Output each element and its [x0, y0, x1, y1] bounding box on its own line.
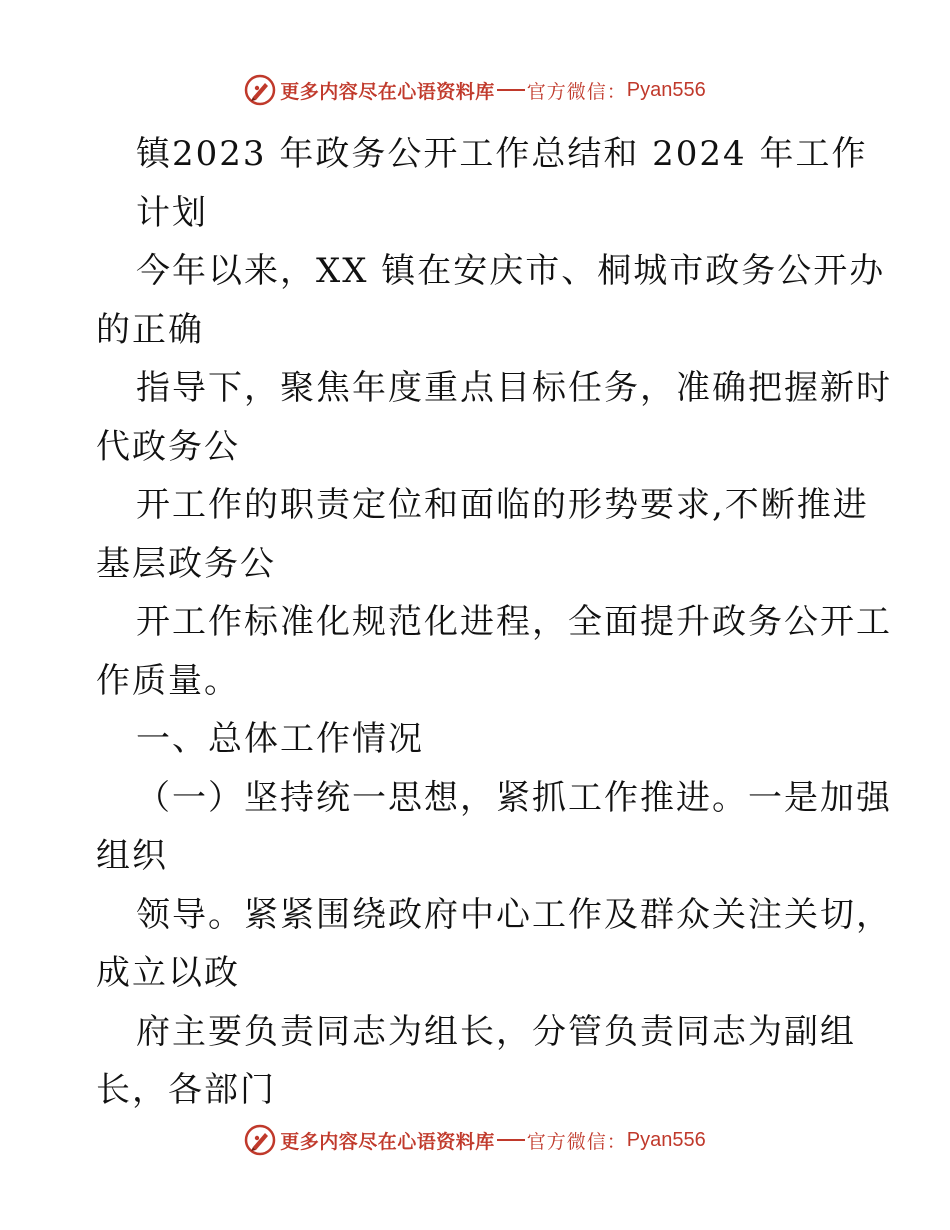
banner-dash: [497, 89, 525, 91]
paragraph-line: 基层政务公: [96, 543, 276, 584]
pen-logo-icon: [244, 1124, 276, 1156]
banner-wechat-id: Pyan556: [626, 78, 706, 101]
paragraph-line: 今年以来，XX 镇在安庆市、桐城市政务公开办: [136, 251, 886, 291]
document-title-line: 镇2023 年政务公开工作总结和 2024 年工作: [136, 134, 868, 174]
banner-sub-text: 官方微信：: [526, 80, 627, 103]
paragraph-line: 代政务公: [96, 426, 240, 467]
header-banner: [0, 72, 950, 108]
paragraph-line: 成立以政: [96, 953, 240, 993]
banner-sub-text: 官方微信：: [526, 1130, 627, 1153]
document-body: [96, 125, 892, 1120]
paragraph-line: 府主要负责同志为组长，分管负责同志为副组: [136, 1011, 856, 1052]
paragraph-line: 开工作标准化规范化进程，全面提升政务公开工: [136, 602, 892, 642]
paragraph-line: 的正确: [96, 309, 204, 350]
paragraph-line: 作质量。: [96, 660, 240, 701]
paragraph-line: 指导下，聚焦年度重点目标任务，准确把握新时: [136, 368, 892, 408]
paragraph-line: 领导。紧紧围绕政府中心工作及群众关注关切，: [136, 894, 892, 935]
paragraph-line: 组织: [96, 836, 168, 876]
banner-wechat-id: Pyan556: [626, 1128, 706, 1151]
pen-logo-icon: [244, 74, 276, 106]
paragraph-line: 一、总体工作情况: [136, 719, 424, 759]
banner-main-text: 更多内容尽在心语资料库: [280, 1130, 495, 1153]
paragraph-line: 长，各部门: [96, 1070, 276, 1110]
paragraph-line: 开工作的职责定位和面临的形势要求,不断推进: [136, 485, 869, 525]
paragraph-line: （一）坚持统一思想，紧抓工作推进。一是加强: [136, 777, 892, 818]
banner-dash: [497, 1139, 525, 1141]
document-title-line: 计划: [136, 192, 208, 233]
banner-main-text: 更多内容尽在心语资料库: [280, 80, 495, 103]
footer-banner: [0, 1122, 950, 1158]
